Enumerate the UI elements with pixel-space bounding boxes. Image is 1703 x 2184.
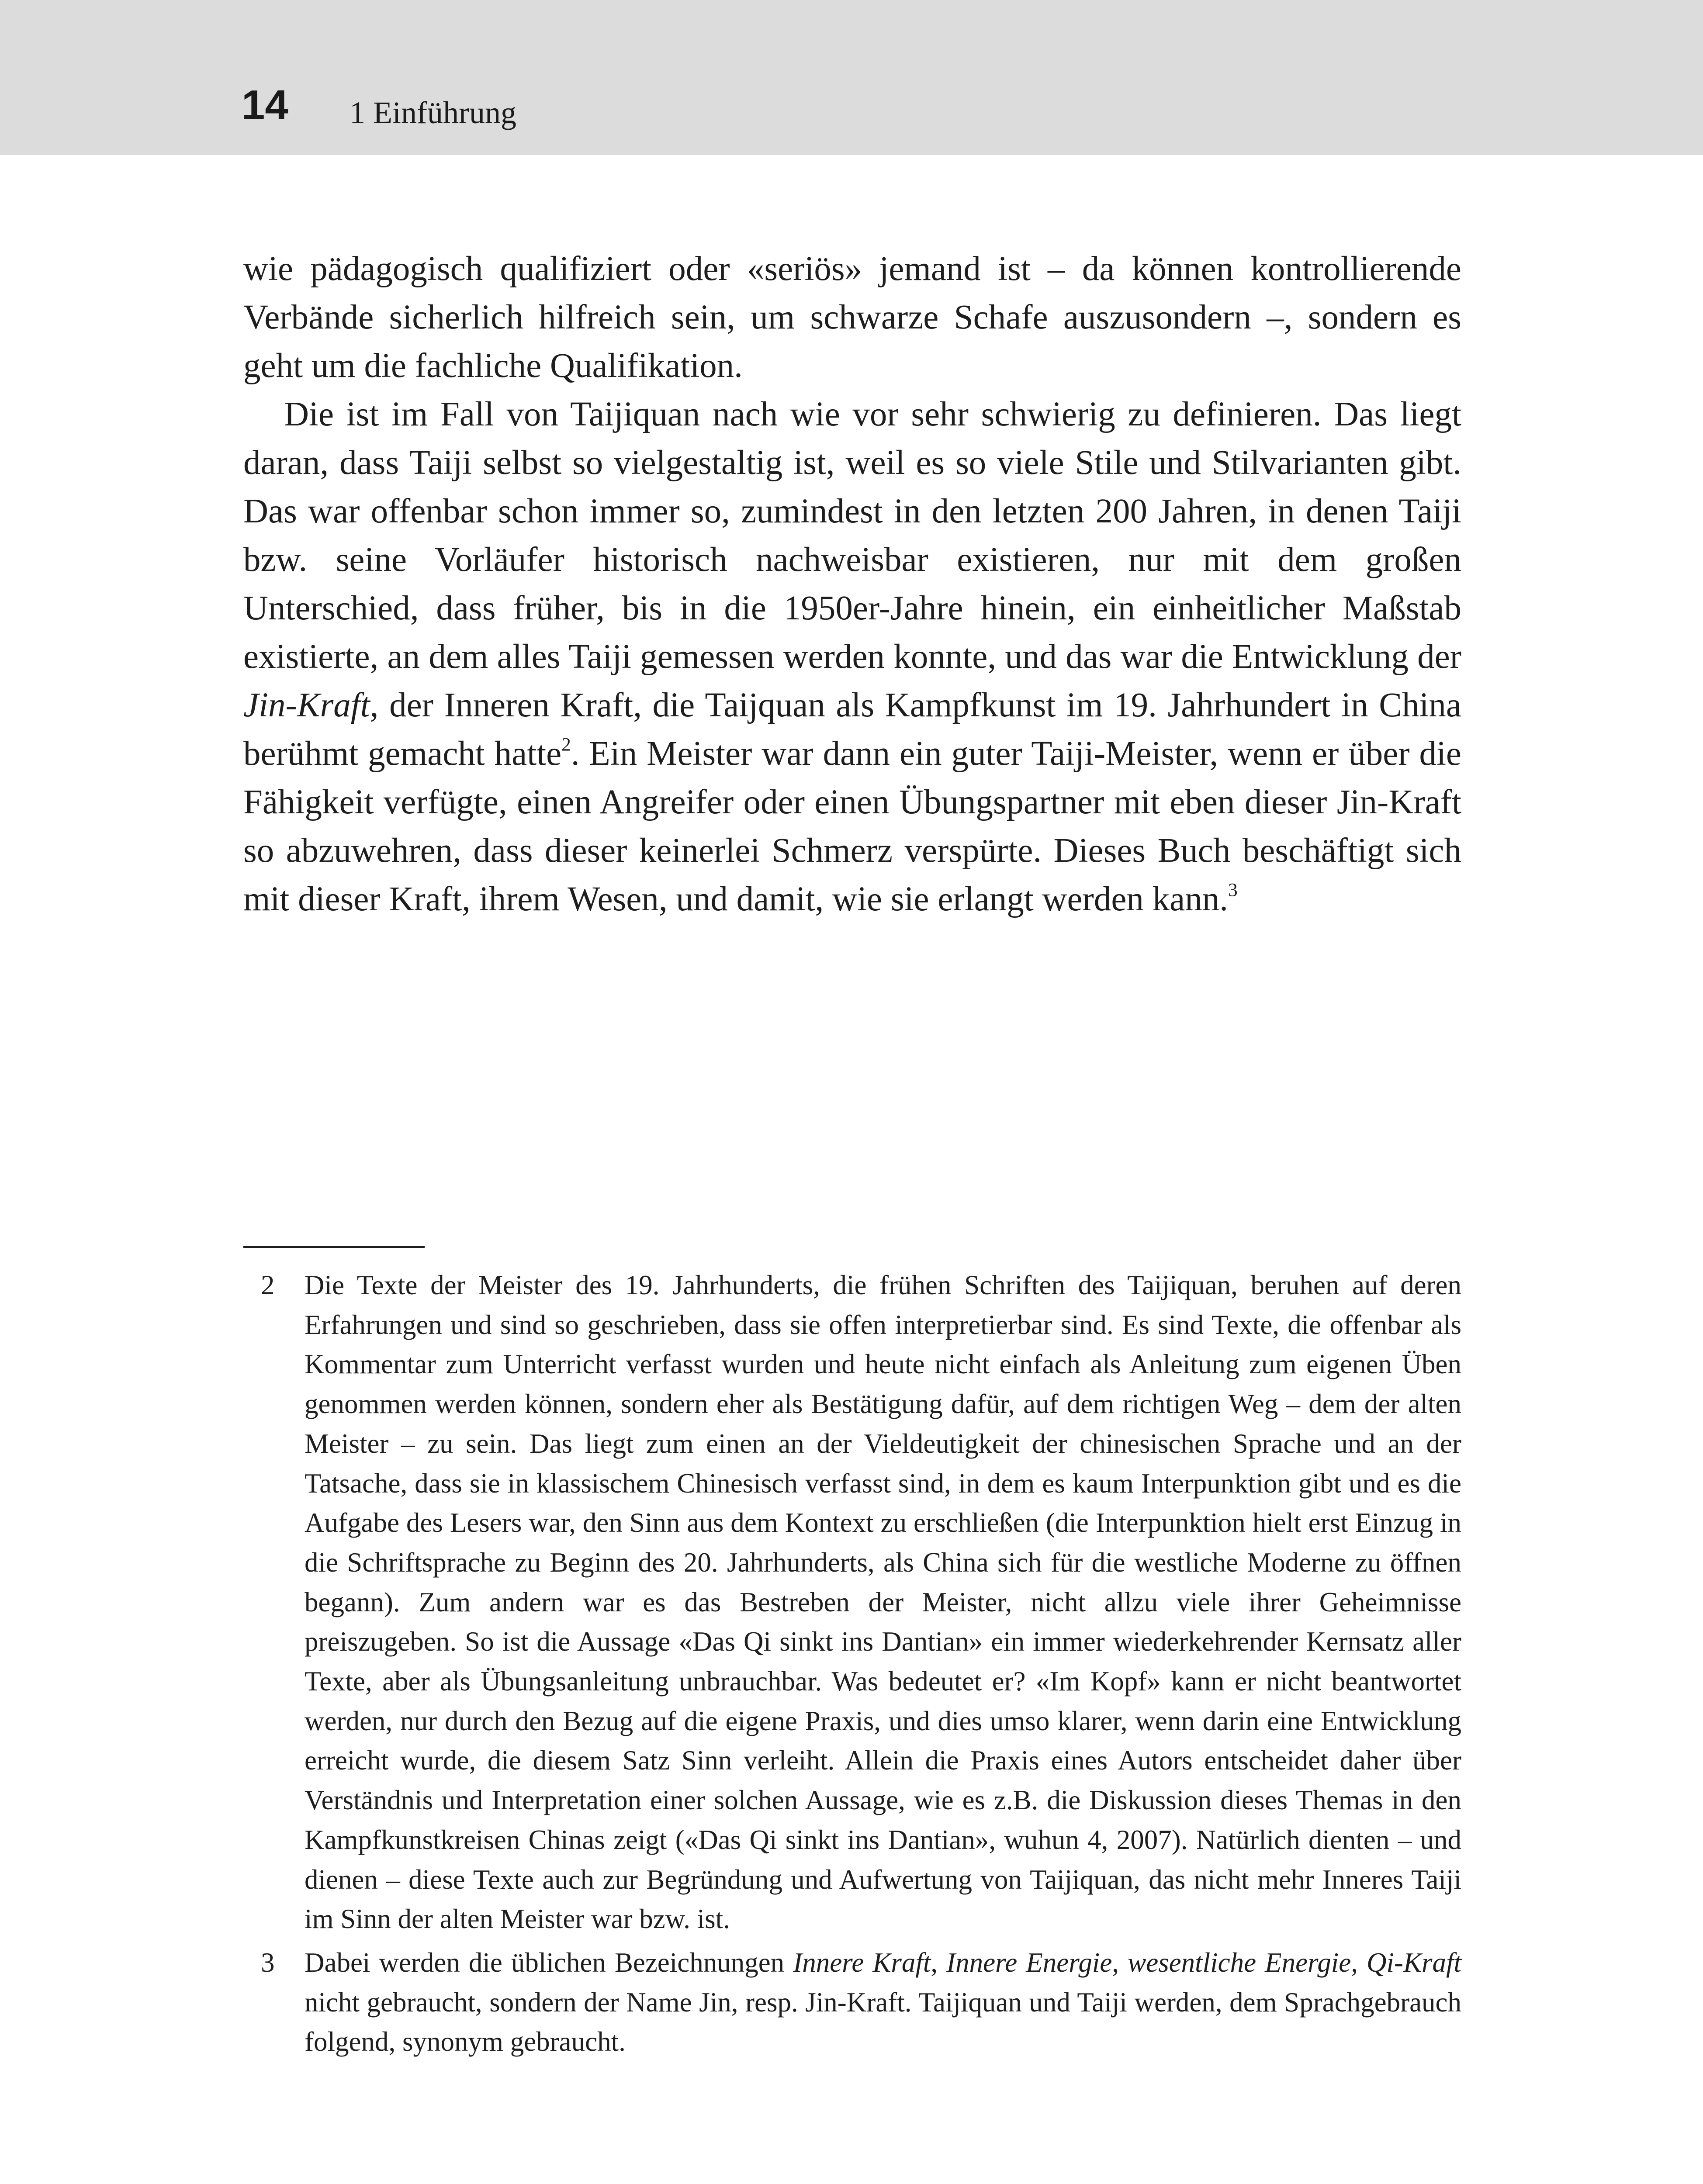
paragraph <box>243 390 1461 923</box>
footnote-number: 2 <box>261 1270 275 1300</box>
text-run: . Ein Meister war dann ein guter Taiji-Meister, wenn er über die Fähigkeit verfügte, einen Angreifer oder einen Übungspartner mit eben dieser Jin-Kraft so abzuwehren, dass dieser keinerlei Schmerz verspürte. Dieses Buch beschäftigt sich mit dieser Kraft, ihrem Wesen, und damit, wie sie erlangt werden kann. <box>243 735 1461 918</box>
text-run: , <box>1112 1947 1128 1978</box>
italic-term: Jin-Kraft <box>243 686 370 724</box>
text-run: Die ist im Fall von Taijiquan nach wie vor sehr schwierig zu definieren. Das liegt daran, dass Taiji selbst so vielgestaltig ist, weil es so viele Stile und Stilvarianten gibt. Das war offenbar schon immer so, zumindest in den letzten 200 Jahren, in denen Taiji bzw. seine Vorläufer historisch nachweisbar existieren, nur mit dem großen Unterschied, dass früher, bis in die 1950er-Jahre hinein, ein einheitlicher Maßstab existierte, an dem alles Taiji gemessen werden konnte, und das war die Entwicklung der <box>243 395 1461 676</box>
text-run: nicht gebraucht, sondern der Name Jin, resp. Jin-Kraft. Taijiquan und Taiji werden, dem Sprachgebrauch folgend, synonym gebraucht. <box>305 1987 1461 2057</box>
italic-term: Innere Energie <box>946 1947 1112 1978</box>
page-number: 14 <box>242 82 288 128</box>
footnote <box>243 1943 1461 2062</box>
footnote-text: Die Texte der Meister des 19. Jahrhunderts, die frühen Schriften des Taijiquan, beruhen auf deren Erfahrungen und sind so geschrieben, dass sie offen interpretierbar sind. Es sind Texte, die offenbar als Kommentar zum Unterricht verfasst wurden und heute nicht einfach als Anleitung zum eigenen Üben genommen werden können, sondern eher als Bestätigung dafür, auf dem richtigen Weg – dem der alten Meister – zu sein. Das liegt zum einen an der Vieldeutigkeit der chinesischen Sprache und an der Tatsache, dass sie in klassischem Chinesisch verfasst sind, in dem es kaum Interpunktion gibt und es die Aufgabe des Lesers war, den Sinn aus dem Kontext zu erschließen (die Interpunktion hielt erst Einzug in die Schriftsprache zu Beginn des 20. Jahrhunderts, als China sich für die westliche Moderne zu öffnen begann). Zum andern war es das Bestreben der Meister, nicht allzu viele ihrer Geheimnisse preiszugeben. So ist die Aussage «Das Qi sinkt ins Dantian» ein immer wiederkehrender Kernsatz aller Texte, aber als Übungsanleitung unbrauchbar. Was bedeutet er? «Im Kopf» kann er nicht beantwortet werden, nur durch den Bezug auf die eigene Praxis, und dies umso klarer, wenn darin eine Entwicklung erreicht wurde, die diesem Satz Sinn verleiht. Allein die Praxis eines Autors entscheidet daher über Verständnis und Interpretation einer solchen Aussage, wie es z.B. die Diskussion dieses Themas in den Kampfkunstkreisen Chinas zeigt («Das Qi sinkt ins Dantian», wuhun 4, 2007). Natürlich dienten – und dienen – diese Texte auch zur Begründung und Aufwertung von Taijiquan, das nicht mehr Inneres Taiji im Sinn der alten Meister war bzw. ist. <box>305 1270 1461 1935</box>
footnotes <box>243 1265 1461 2066</box>
footnote <box>243 1265 1461 1939</box>
footnote-number: 3 <box>261 1947 275 1978</box>
italic-term: Innere Kraft <box>793 1947 931 1978</box>
footnote-text <box>305 1943 1461 2062</box>
chapter-title: 1 Einführung <box>350 95 516 130</box>
text-run: , der Inneren Kraft, die Taijquan als Kampfkunst im 19. Jahrhundert in China berühmt gemacht hatte <box>243 686 1461 773</box>
footnote-ref: 2 <box>561 734 571 755</box>
text-run: , <box>931 1947 947 1978</box>
paragraph: wie pädagogisch qualifiziert oder «seriös» jemand ist – da können kontrollierende Verbände sicherlich hilfreich sein, um schwarze Schafe auszusondern –, sondern es geht um die fachliche Qualifikation. <box>243 250 1461 385</box>
body-text <box>243 245 1461 923</box>
running-head <box>0 0 1703 155</box>
text-run: Dabei werden die üblichen Bezeichnungen <box>305 1947 793 1978</box>
italic-term: wesentliche Energie, Qi-Kraft <box>1128 1947 1461 1978</box>
footnote-ref: 3 <box>1228 879 1238 901</box>
footnote-divider <box>243 1246 425 1248</box>
